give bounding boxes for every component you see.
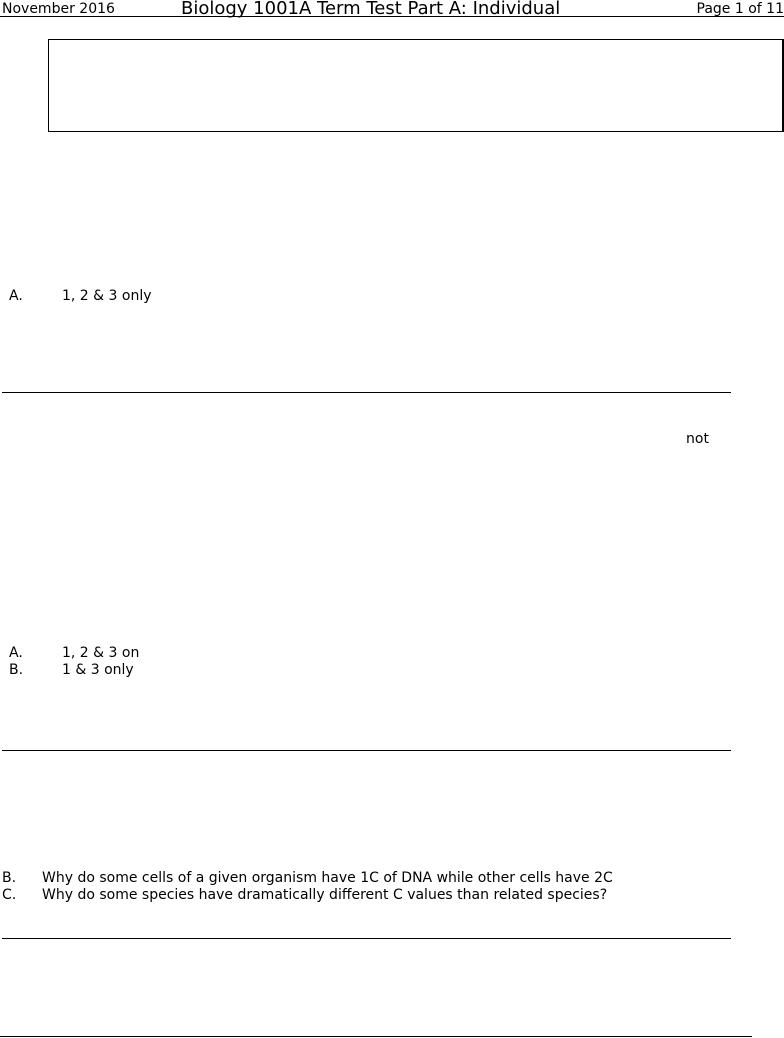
option-text: 1 & 3 only [62, 662, 134, 678]
header-page-number: Page 1 of 11 [696, 1, 784, 17]
question-divider [2, 938, 731, 939]
header-date: November 2016 [2, 1, 115, 17]
q1-option-a [9, 288, 152, 305]
option-letter: B. [2, 870, 17, 886]
option-letter: B. [9, 662, 24, 678]
q2-option-b [9, 662, 134, 679]
option-text: 1, 2 & 3 only [62, 288, 152, 304]
option-text: Why do some cells of a given organism have 1C of DNA while other cells have 2C [42, 870, 613, 886]
question-divider [2, 750, 731, 751]
option-text: 1, 2 & 3 on [62, 645, 140, 661]
page-bottom-divider [0, 1036, 752, 1037]
option-letter: C. [2, 887, 17, 903]
question-divider [2, 392, 731, 393]
q2-fragment-not: not [686, 431, 709, 447]
option-letter: A. [9, 645, 23, 661]
option-text: Why do some species have dramatically different C values than related species? [42, 887, 608, 903]
header-divider [0, 16, 784, 17]
q2-option-a [9, 645, 139, 662]
header-title: Biology 1001A Term Test Part A: Individual [181, 0, 561, 19]
q3-option-c [2, 887, 607, 904]
answer-box [48, 39, 784, 132]
option-letter: A. [9, 288, 23, 304]
q3-option-b [2, 870, 613, 887]
